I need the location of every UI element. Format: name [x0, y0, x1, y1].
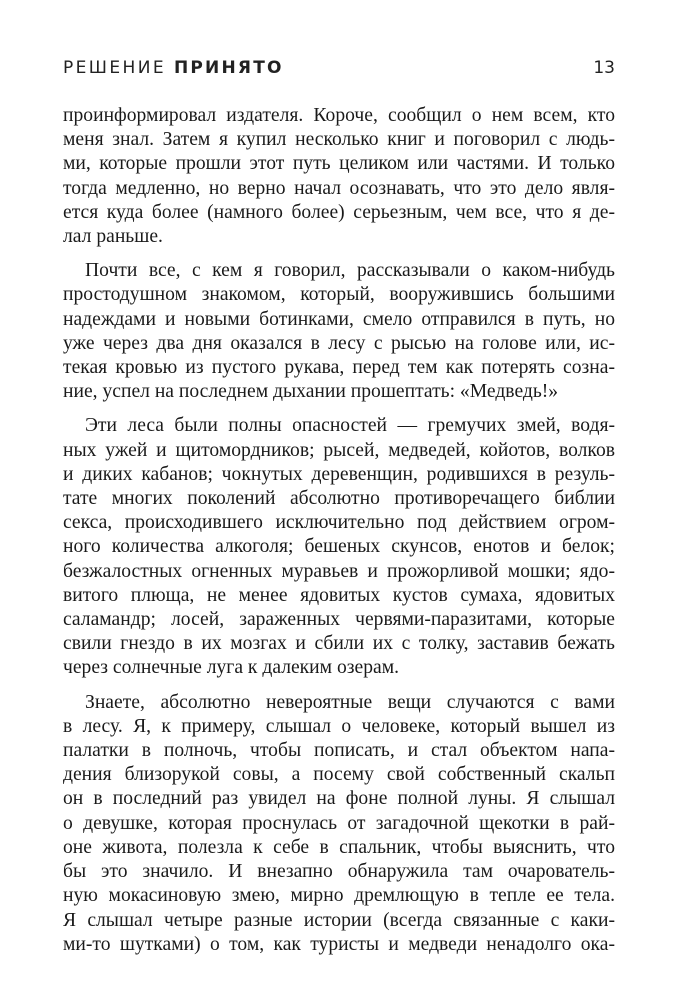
text-line: через солнечные луга к далеким озерам.	[63, 657, 399, 679]
text-line: текая кровью из пустого рукава, перед тем как потерять созна-	[63, 357, 615, 379]
text-line: Почти все, с кем я говорил, рассказывали о каком-нибудь	[85, 260, 615, 282]
text-line: Знаете, абсолютно невероятные вещи случаются с вами	[85, 691, 615, 713]
text-line: дения близорукой совы, а посему свой собственный скальп	[63, 764, 615, 786]
running-header	[63, 58, 615, 82]
text-line: лал раньше.	[63, 226, 163, 248]
text-line: тате многих поколений абсолютно противоречащего библии	[63, 488, 615, 510]
text-line: секса, происходившего исключительно под действием огром-	[63, 512, 615, 534]
text-line: простодушном знакомом, который, вооружившись большими	[63, 284, 615, 306]
text-line: и диких кабанов; чокнутых деревенщин, родившихся в резуль-	[63, 463, 615, 485]
text-line: ную мокасиновую змею, мирно дремлющую в тепле ее тела.	[63, 885, 615, 907]
text-line: меня знал. Затем я купил несколько книг и поговорил с людь-	[63, 129, 615, 151]
page-number: 13	[593, 58, 615, 78]
text-line: надеждами и новыми ботинками, смело отправился в путь, но	[63, 308, 615, 330]
paragraph-1	[63, 104, 615, 249]
text-line: в лесу. Я, к примеру, слышал о человеке, который вышел из	[63, 715, 615, 737]
chapter-title-part1: РЕШЕНИЕ	[63, 58, 166, 78]
text-line: проинформировал издателя. Короче, сообщил о нем всем, кто	[63, 105, 615, 126]
text-line: о девушке, которая проснулась от загадочной щекотки в рай-	[63, 812, 615, 834]
paragraph-2	[63, 259, 615, 404]
text-line: оне живота, полезла к себе в спальник, чтобы выяснить, что	[63, 836, 615, 858]
text-line: ных ужей и щитомордников; рысей, медведей, койотов, волков	[63, 439, 615, 461]
text-line: ного количества алкоголя; бешеных скунсов, енотов и белок;	[63, 536, 615, 558]
chapter-title-part2: ПРИНЯТО	[173, 58, 284, 78]
text-line: бы это значило. И внезапно обнаружила там очарователь-	[63, 861, 615, 883]
text-line: тогда медленно, но верно начал осознавать, что это дело явля-	[63, 177, 615, 199]
text-line: безжалостных огненных муравьев и прожорливой мошки; ядо-	[63, 560, 615, 582]
text-line: палатки в полночь, чтобы пописать, и стал объектом напа-	[63, 740, 615, 762]
text-line: ется куда более (намного более) серьезным, чем все, что я де-	[63, 201, 615, 223]
text-line: свили гнездо в их мозгах и сбили их с толку, заставив бежать	[63, 633, 615, 655]
chapter-title	[63, 58, 284, 78]
body-text	[63, 104, 615, 967]
text-line: ние, успел на последнем дыхании прошептать: «Медведь!»	[63, 381, 559, 403]
paragraph-4	[63, 691, 615, 957]
text-line: Я слышал четыре разные истории (всегда связанные с каки-	[63, 909, 615, 931]
paragraph-3	[63, 414, 615, 680]
text-line: ми-то шутками) о том, как туристы и медведи ненадолго ока-	[63, 933, 615, 955]
text-line: саламандр; лосей, зараженных червями-паразитами, которые	[63, 609, 615, 631]
text-line: уже через два дня оказался в лесу с рысью на голове или, ис-	[63, 332, 615, 354]
text-line: он в последний раз увидел на фоне полной луны. Я слышал	[63, 788, 615, 810]
text-line: Эти леса были полны опасностей — гремучих змей, водя-	[85, 415, 615, 437]
text-line: витого плюща, не менее ядовитых кустов сумаха, ядовитых	[63, 584, 615, 606]
text-line: ми, которые прошли этот путь целиком или частями. И только	[63, 153, 615, 175]
